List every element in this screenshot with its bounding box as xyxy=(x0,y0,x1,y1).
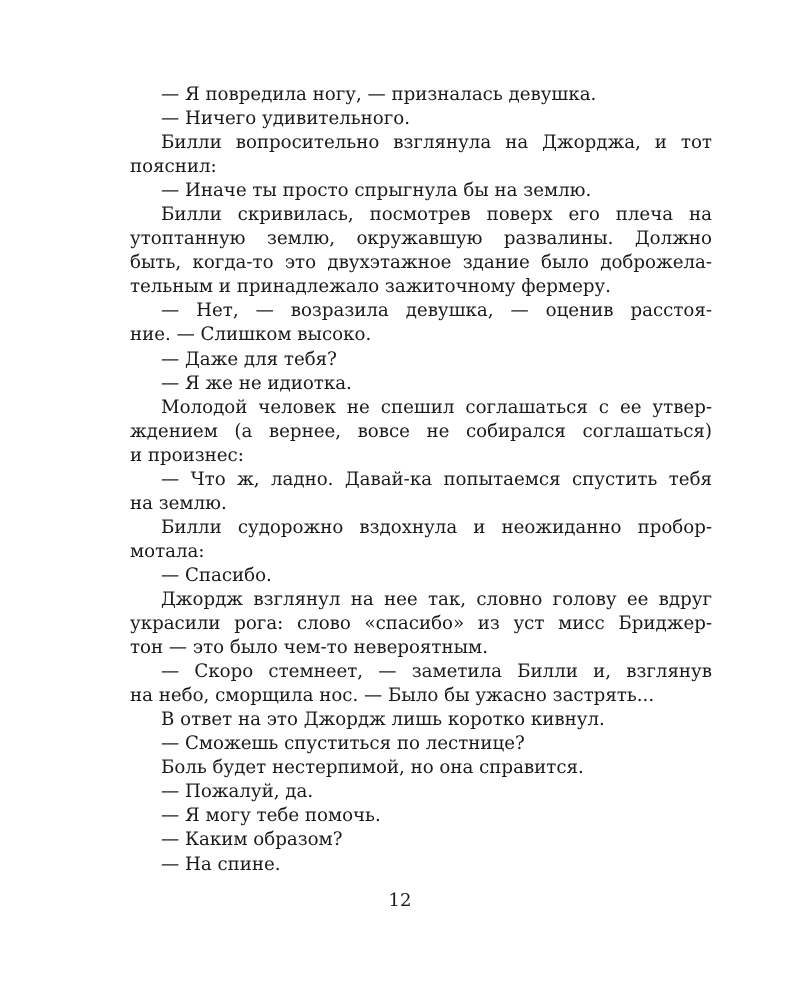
text-line: на землю. xyxy=(130,492,227,514)
text-line: — Нет, — возразила девушка, — оценив расстоя- xyxy=(161,300,712,322)
text-line: ние. — Слишком высоко. xyxy=(130,324,372,346)
text-line: мотала: xyxy=(130,540,205,562)
text-line: Молодой человек не спешил соглашаться с ее утвер- xyxy=(161,396,712,418)
text-line: — Спасибо. xyxy=(161,564,272,586)
text-line: быть, когда-то это двухэтажное здание было доброжела- xyxy=(130,252,712,274)
text-line: украсили рога: слово «спасибо» из уст мисс Бриджер- xyxy=(130,613,712,635)
text-line: утоптанную землю, окружавшую развалины. Должно xyxy=(130,228,712,250)
text-line: Билли судорожно вздохнула и неожиданно пробор- xyxy=(161,516,712,538)
text-line: — Каким образом? xyxy=(161,829,343,851)
text-line: тельным и принадлежало зажиточному фермеру. xyxy=(130,276,611,298)
text-line: — Скоро стемнеет, — заметила Билли и, взглянув xyxy=(161,661,712,683)
text-line: — Что ж, ладно. Давай-ка попытаемся спустить тебя xyxy=(161,468,712,490)
text-line: Билли скривилась, посмотрев поверх его плеча на xyxy=(161,204,712,226)
text-line: ждением (а вернее, вовсе не собирался соглашаться) xyxy=(130,420,712,442)
text-line: Джордж взглянул на нее так, словно голову ее вдруг xyxy=(161,588,712,610)
text-line: — Сможешь спуститься по лестнице? xyxy=(161,733,525,755)
text-line: — На спине. xyxy=(161,853,281,875)
text-line: — Я же не идиотка. xyxy=(161,372,352,394)
page-number: 12 xyxy=(388,890,412,911)
text-line: — Иначе ты просто спрыгнула бы на землю. xyxy=(161,180,592,202)
text-line: — Я могу тебе помочь. xyxy=(161,805,381,827)
text-line: и произнес: xyxy=(130,444,244,466)
text-line: — Я повредила ногу, — призналась девушка. xyxy=(161,84,597,105)
book-page-text xyxy=(130,83,712,877)
text-line: тон — это было чем-то невероятным. xyxy=(130,637,488,659)
text-line: В ответ на это Джордж лишь коротко кивнул. xyxy=(161,709,605,731)
text-line: пояснил: xyxy=(130,156,217,178)
text-line: — Пожалуй, да. xyxy=(161,781,314,803)
text-line: — Ничего удивительного. xyxy=(161,108,410,130)
text-line: Билли вопросительно взглянула на Джорджа, и тот xyxy=(161,132,712,154)
text-line: на небо, сморщила нос. — Было бы ужасно застрять... xyxy=(130,685,655,707)
text-line: Боль будет нестерпимой, но она справится. xyxy=(161,757,584,779)
text-line: — Даже для тебя? xyxy=(161,348,337,370)
